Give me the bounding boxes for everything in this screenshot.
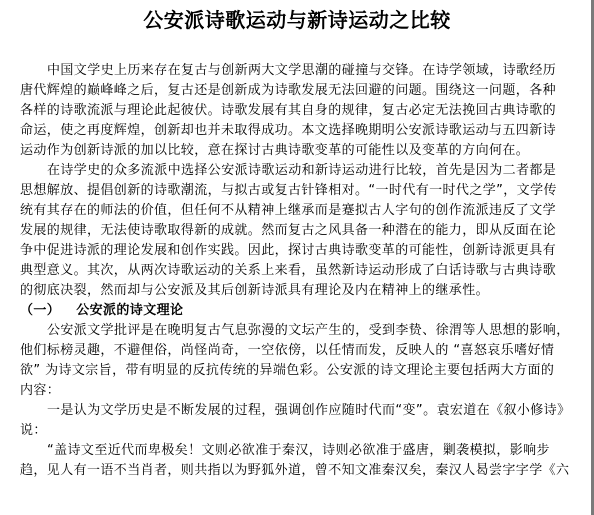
paragraph-3 (20, 321, 585, 401)
text-line: 的彻底决裂，然而却与公安派及其后创新诗派具有理论及内在精神上的继承性。 (20, 283, 490, 298)
text-line: 一是认为文学历史是不断发展的过程，强调创作应随时代而“变”。袁宏道在《叙小修诗》 (47, 403, 571, 418)
text-line: 公安派文学批评是在晚明复古气息弥漫的文坛产生的，受到李贽、徐渭等人思想的影响， (47, 323, 570, 338)
paragraph-1 (20, 61, 585, 161)
text-line: 欲” 为诗文宗旨，带有明显的反抗传统的异端色彩。公安派的诗文理论主要包括两大方面的 (20, 363, 555, 378)
text-line: 趋，见人有一语不当肖者，则共指以为野狐外道，曾不知文准秦汉矣，秦汉人曷尝字字学《六 (20, 463, 570, 478)
text-line: 思想解放、提倡创新的诗歌潮流，与拟古或复古针锋相对。“一时代有一时代之学”，文学传 (20, 183, 557, 198)
text-line: 发展的规律，无法使诗歌取得新的成就。然而复古之风具备一种潜在的能力，即从反面在论 (20, 223, 557, 238)
text-line: 内容： (20, 383, 61, 398)
document-title: 公安派诗歌运动与新诗运动之比较 (143, 8, 451, 32)
text-line: 统有其存在的师法的价值，但任何不从精神上继承而是蹇拟古人字句的创作流派违反了文学 (20, 203, 557, 218)
paragraph-5-quote (20, 441, 585, 481)
text-line: 他们标榜灵趣，不避俚俗，尚怪尚奇，一空依傍，以任情而发，反映人的 “喜怒哀乐嗜好情 (20, 343, 555, 358)
text-line: 典型意义。其次，从两次诗歌运动的关系上来看，虽然新诗运动形成了白话诗歌与古典诗歌 (20, 263, 557, 278)
text-line: 在诗学史的众多流派中选择公安派诗歌运动和新诗运动进行比较，首先是因为二者都是 (47, 163, 557, 178)
section-number: （一） (20, 303, 61, 318)
text-line: 命运，使之再度辉煌，创新却也并未取得成功。本文选择晚期明公安派诗歌运动与五四新诗 (20, 123, 557, 138)
text-line: 说： (20, 423, 47, 438)
text-line: 唐代辉煌的巅峰峰之后，复古还是创新成为诗歌发展无法回避的问题。围绕这一问题，各种 (20, 83, 557, 98)
text-line: 运动作为创新诗派的加以比较，意在探讨古典诗歌变革的可能性以及变革的方向何在。 (20, 143, 530, 158)
text-line: 中国文学史上历来存在复古与创新两大文学思潮的碰撞与交锋。在诗学领域，诗歌经历 (47, 63, 557, 78)
section-heading (20, 301, 585, 321)
section-heading-text: 公安派的诗文理论 (76, 303, 184, 318)
paragraph-4 (20, 401, 585, 441)
text-line: “盖诗文至近代而卑极矣！文则必欲准于秦汉，诗则必欲准于盛唐，剿袭模拟，影响步 (47, 443, 550, 458)
text-line: 争中促进诗派的理论发展和创作实践。因此，探讨古典诗歌变革的可能性，创新诗派更具有 (20, 243, 557, 258)
document-body (20, 61, 585, 481)
text-line: 各样的诗歌流派与理论此起彼伏。诗歌发展有其自身的规律，复古必定无法挽回古典诗歌的 (20, 103, 557, 118)
paragraph-2 (20, 161, 585, 301)
